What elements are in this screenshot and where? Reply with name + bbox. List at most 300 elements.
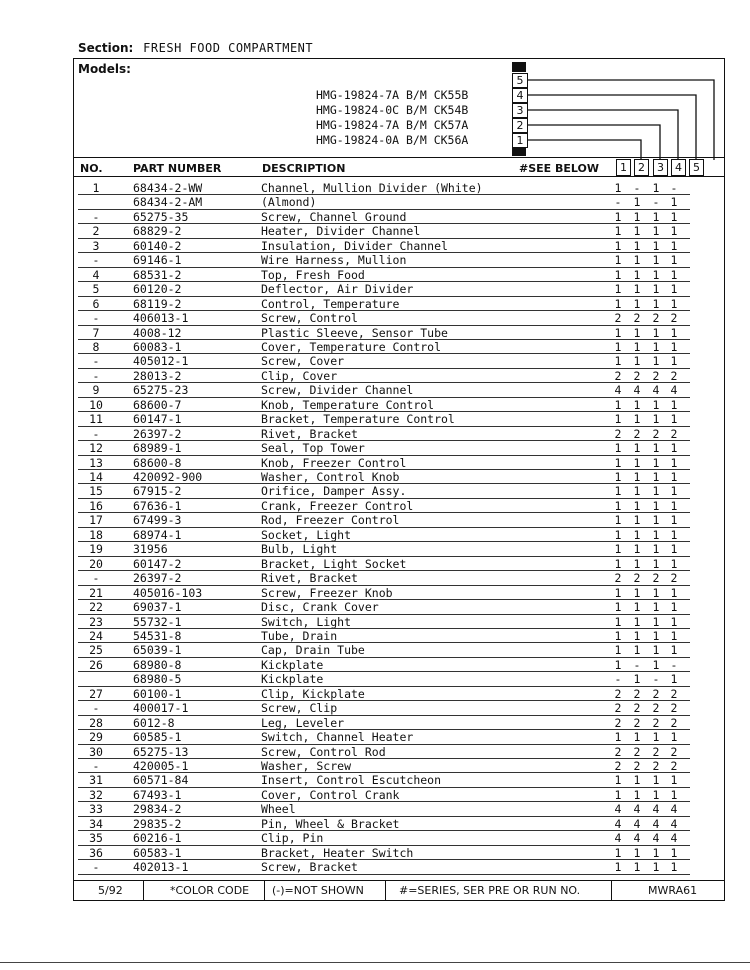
quantity-col-4: 1 [670,585,678,600]
item-number: 14 [89,470,103,484]
item-number: 12 [89,441,103,456]
quantity-col-3: 1 [652,238,660,253]
part-description: Plastic Sleeve, Sensor Tube [261,325,448,340]
quantity-col-4: 1 [670,339,678,354]
quantity-col-4: 2 [670,686,678,701]
quantity-col-4: 1 [670,296,678,311]
quantity-col-3: 1 [652,181,660,195]
quantity-col-1: 1 [614,556,622,571]
quantity-col-4: 1 [670,484,678,499]
part-description: Socket, Light [261,527,352,542]
part-description: (Almond) [261,195,317,210]
quantity-col-1: 1 [614,643,622,658]
table-row [73,629,725,643]
part-number: 60571-84 [133,773,189,788]
quantity-col-3: 2 [652,744,660,759]
item-number: - [92,759,100,773]
quantity-col-1: 1 [614,339,622,354]
quantity-col-2: 1 [633,484,641,499]
quantity-col-3: 2 [652,715,660,730]
part-description: Bracket, Temperature Control [261,412,455,427]
table-row [73,788,725,802]
part-number: 26397-2 [133,571,182,586]
part-number: 65275-23 [133,383,189,398]
item-number: 19 [89,542,103,557]
model-name: HMG-19824-7A B/M CK55B [316,88,469,102]
quantity-col-1: 1 [614,397,622,412]
quantity-col-2: 1 [633,354,641,369]
table-row [73,846,725,860]
quantity-col-1: 2 [614,686,622,701]
quantity-col-2: 1 [633,267,641,282]
quantity-col-4: 1 [670,600,678,615]
quantity-col-1: 4 [614,383,622,398]
part-number: 4008-12 [133,325,182,340]
quantity-col-3: 1 [652,542,660,557]
quantity-col-2: 2 [633,744,641,759]
quantity-col-1: 1 [614,628,622,643]
quantity-col-3: 4 [652,831,660,846]
table-row [73,224,725,238]
quantity-col-1: 1 [614,730,622,745]
quantity-col-4: 1 [670,527,678,542]
item-number: - [92,354,100,369]
table-row [73,354,725,368]
quantity-col-2: 1 [633,441,641,456]
quantity-col-4: 4 [670,816,678,831]
quantity-col-2: 4 [633,802,641,817]
quantity-col-4: 1 [670,325,678,340]
footer-rule [73,880,725,881]
part-number: 406013-1 [133,311,189,326]
quantity-col-2: 1 [633,527,641,542]
quantity-col-1: 2 [614,744,622,759]
table-row [73,513,725,527]
part-description: Seal, Top Tower [261,441,365,456]
quantity-col-2: 1 [633,325,641,340]
footer-date: 5/92 [98,884,123,897]
quantity-col-4: 4 [670,831,678,846]
part-description: Clip, Cover [261,368,338,383]
quantity-col-3: 1 [652,325,660,340]
quantity-col-1: 4 [614,831,622,846]
part-number: 68980-8 [133,657,182,672]
table-row [73,615,725,629]
item-number: 30 [89,744,103,759]
part-description: Insulation, Divider Channel [261,238,448,253]
quantity-col-2: 2 [633,368,641,383]
table-row [73,398,725,412]
quantity-col-3: 1 [652,773,660,788]
part-description: Screw, Clip [261,701,338,716]
quantity-col-1: 1 [614,614,622,629]
quantity-col-1: 1 [614,209,622,224]
quantity-col-3: 4 [652,802,660,817]
quantity-col-4: 1 [670,267,678,282]
quantity-col-3: 1 [652,412,660,427]
item-number: 16 [89,498,103,513]
quantity-col-4: 1 [670,195,678,210]
part-description: Insert, Control Escutcheon [261,773,442,788]
item-number: - [92,571,100,586]
item-number: 15 [89,484,103,499]
quantity-col-3: 1 [652,527,660,542]
quantity-col-1: 4 [614,816,622,831]
model-column-box: 5 [512,73,528,88]
quantity-col-4: 1 [670,773,678,788]
quantity-col-4: 1 [670,238,678,253]
part-description: Screw, Freezer Knob [261,585,393,600]
quantity-col-2: 2 [633,686,641,701]
part-number: 60083-1 [133,339,182,354]
part-description: Bracket, Heater Switch [261,845,414,860]
part-number: 420005-1 [133,759,189,773]
item-number: 8 [92,339,100,354]
item-number: 18 [89,527,103,542]
section-label: Section: [78,41,134,55]
quantity-col-1: 1 [614,787,622,802]
quantity-col-3: 1 [652,470,660,484]
header-no: NO. [80,162,103,175]
quantity-col-1: 1 [614,267,622,282]
footer-divider [611,880,612,901]
item-number: 26 [89,657,103,672]
header-col-3: 3 [653,159,668,176]
item-number: 4 [92,267,100,282]
quantity-col-4: 1 [670,845,678,860]
quantity-col-1: 1 [614,412,622,427]
quantity-col-2: - [633,181,641,195]
quantity-col-1: 2 [614,571,622,586]
quantity-col-1: 2 [614,368,622,383]
part-description: Switch, Light [261,614,352,629]
footer-code: MWRA61 [648,884,698,897]
part-number: 54531-8 [133,628,182,643]
quantity-col-3: 1 [652,657,660,672]
quantity-col-1: 1 [614,513,622,528]
quantity-col-2: 4 [633,816,641,831]
item-number: 33 [89,802,103,817]
part-number: 65275-13 [133,744,189,759]
item-number: 11 [89,412,103,427]
part-description: Bracket, Light Socket [261,556,407,571]
quantity-col-3: 1 [652,498,660,513]
part-number: 26397-2 [133,426,182,441]
part-number: 67636-1 [133,498,182,513]
part-number: 68119-2 [133,296,182,311]
part-description: Screw, Divider Channel [261,383,414,398]
part-description: Knob, Temperature Control [261,397,435,412]
part-number: 60583-1 [133,845,182,860]
part-number: 60100-1 [133,686,182,701]
part-number: 68434-2-WW [133,181,203,195]
quantity-col-4: 2 [670,744,678,759]
header-col-1: 1 [616,159,631,176]
part-description: Bulb, Light [261,542,338,557]
item-number: 7 [92,325,100,340]
quantity-col-1: 2 [614,426,622,441]
quantity-col-2: 1 [633,195,641,210]
part-description: Wheel [261,802,296,817]
model-column-box: 3 [512,103,528,118]
quantity-col-1: 1 [614,325,622,340]
quantity-col-1: 4 [614,802,622,817]
item-number: - [92,426,100,441]
quantity-col-4: 1 [670,282,678,297]
quantity-col-2: 1 [633,397,641,412]
table-row [73,210,725,224]
section-value: FRESH FOOD COMPARTMENT [143,41,314,55]
item-number: 27 [89,686,103,701]
item-number: 9 [92,383,100,398]
quantity-col-2: 1 [633,845,641,860]
header-bottom-rule [73,176,725,177]
quantity-col-2: 1 [633,282,641,297]
part-description: Wire Harness, Mullion [261,253,407,268]
quantity-col-2: 1 [633,672,641,687]
quantity-col-3: 1 [652,339,660,354]
quantity-col-3: 1 [652,397,660,412]
part-number: 402013-1 [133,860,189,875]
header-col-2: 2 [634,159,649,176]
item-number: 23 [89,614,103,629]
quantity-col-2: 2 [633,571,641,586]
part-description: Screw, Control Rod [261,744,386,759]
part-description: Cover, Control Crank [261,787,400,802]
part-number: 68600-7 [133,397,182,412]
quantity-col-4: 1 [670,628,678,643]
quantity-col-1: 2 [614,311,622,326]
item-number: 1 [92,181,100,195]
quantity-col-4: 1 [670,354,678,369]
header-top-rule [73,157,725,158]
quantity-col-4: 2 [670,368,678,383]
quantity-col-2: 1 [633,296,641,311]
quantity-col-4: 1 [670,542,678,557]
part-number: 67493-1 [133,787,182,802]
quantity-col-1: 1 [614,296,622,311]
quantity-col-4: 4 [670,383,678,398]
part-description: Cover, Temperature Control [261,339,442,354]
quantity-col-4: 2 [670,715,678,730]
table-row [73,326,725,340]
item-number: - [92,701,100,716]
part-number: 69146-1 [133,253,182,268]
page-bottom-rule [0,962,750,963]
part-description: Crank, Freezer Control [261,498,414,513]
item-number: 3 [92,238,100,253]
part-number: 68600-8 [133,455,182,470]
item-number: 5 [92,282,100,297]
part-number: 68974-1 [133,527,182,542]
quantity-col-2: - [633,657,641,672]
quantity-col-2: 2 [633,701,641,716]
quantity-col-1: 1 [614,860,622,875]
item-number: 2 [92,224,100,239]
quantity-col-2: 2 [633,759,641,773]
part-description: Deflector, Air Divider [261,282,414,297]
table-row [73,456,725,470]
table-row [73,470,725,484]
item-number: - [92,311,100,326]
quantity-col-2: 1 [633,787,641,802]
model-column-box: 4 [512,88,528,103]
item-number: - [92,209,100,224]
quantity-col-3: - [652,672,660,687]
model-column-box: 2 [512,118,528,133]
quantity-col-3: 2 [652,759,660,773]
item-number: 32 [89,787,103,802]
part-description: Knob, Freezer Control [261,455,407,470]
part-description: Kickplate [261,657,324,672]
part-description: Leg, Leveler [261,715,345,730]
item-number: 28 [89,715,103,730]
item-number: 10 [89,397,103,412]
quantity-col-4: 1 [670,672,678,687]
quantity-col-1: 1 [614,238,622,253]
quantity-col-3: 1 [652,628,660,643]
part-description: Top, Fresh Food [261,267,365,282]
quantity-col-4: 1 [670,860,678,875]
part-description: Washer, Screw [261,759,352,773]
item-number: - [92,253,100,268]
part-number: 29834-2 [133,802,182,817]
quantity-col-4: 2 [670,571,678,586]
quantity-col-1: 1 [614,455,622,470]
footer-divider [264,880,265,901]
quantity-col-1: 1 [614,253,622,268]
part-description: Cap, Drain Tube [261,643,365,658]
part-number: 69037-1 [133,600,182,615]
quantity-col-4: 1 [670,441,678,456]
table-row [73,195,725,209]
part-description: Switch, Channel Heater [261,730,414,745]
quantity-col-1: 2 [614,701,622,716]
item-number: 21 [89,585,103,600]
quantity-col-2: 1 [633,339,641,354]
table-row [73,484,725,498]
quantity-col-2: 1 [633,600,641,615]
quantity-col-2: 1 [633,209,641,224]
part-description: Pin, Wheel & Bracket [261,816,400,831]
quantity-col-3: 1 [652,614,660,629]
quantity-col-2: 1 [633,498,641,513]
quantity-col-1: - [614,195,622,210]
table-row [73,716,725,730]
quantity-col-4: 2 [670,759,678,773]
model-column-box: 1 [512,133,528,148]
part-description: Clip, Kickplate [261,686,365,701]
part-number: 400017-1 [133,701,189,716]
table-row [73,672,725,686]
quantity-col-2: 1 [633,860,641,875]
quantity-col-4: 2 [670,426,678,441]
quantity-col-4: 1 [670,513,678,528]
table-row [73,701,725,715]
quantity-col-1: 1 [614,181,622,195]
quantity-col-4: 1 [670,730,678,745]
quantity-col-4: 1 [670,643,678,658]
quantity-col-1: 1 [614,600,622,615]
part-number: 31956 [133,542,168,557]
table-row [73,297,725,311]
part-number: 68531-2 [133,267,182,282]
part-description: Tube, Drain [261,628,338,643]
quantity-col-2: 1 [633,643,641,658]
header-part-number: PART NUMBER [133,162,222,175]
header-description: DESCRIPTION [262,162,346,175]
quantity-col-3: 4 [652,383,660,398]
quantity-col-1: - [614,672,622,687]
quantity-col-3: 1 [652,860,660,875]
part-description: Screw, Control [261,311,358,326]
quantity-col-2: 4 [633,383,641,398]
table-row [73,268,725,282]
table-row [73,860,725,874]
item-number: 13 [89,455,103,470]
table-row [73,571,725,585]
quantity-col-4: - [670,657,678,672]
quantity-col-4: 2 [670,701,678,716]
table-row [73,181,725,195]
quantity-col-3: 2 [652,311,660,326]
quantity-col-3: 1 [652,845,660,860]
quantity-col-1: 1 [614,470,622,484]
table-row [73,253,725,267]
item-number: 35 [89,831,103,846]
quantity-col-3: 2 [652,701,660,716]
item-number: - [92,860,100,875]
quantity-col-4: 1 [670,253,678,268]
quantity-col-2: 1 [633,614,641,629]
part-description: Heater, Divider Channel [261,224,421,239]
quantity-col-1: 1 [614,282,622,297]
quantity-col-3: 2 [652,686,660,701]
quantity-col-3: 1 [652,441,660,456]
quantity-col-2: 1 [633,513,641,528]
table-row [73,658,725,672]
quantity-col-3: - [652,195,660,210]
quantity-col-2: 1 [633,773,641,788]
part-description: Orifice, Damper Assy. [261,484,407,499]
part-description: Rivet, Bracket [261,426,358,441]
quantity-col-3: 1 [652,282,660,297]
footer-divider [385,880,386,901]
quantity-col-2: 2 [633,426,641,441]
quantity-col-4: 1 [670,787,678,802]
table-row [73,311,725,325]
table-row [73,773,725,787]
quantity-col-3: 2 [652,571,660,586]
quantity-col-2: 1 [633,628,641,643]
header-see-below: #SEE BELOW [519,162,599,175]
quantity-col-1: 1 [614,224,622,239]
item-number: 34 [89,816,103,831]
item-number: 6 [92,296,100,311]
part-number: 67915-2 [133,484,182,499]
table-row [73,600,725,614]
part-description: Washer, Control Knob [261,470,400,484]
quantity-col-4: 1 [670,209,678,224]
quantity-col-3: 1 [652,354,660,369]
quantity-col-4: 1 [670,556,678,571]
quantity-col-2: 1 [633,238,641,253]
quantity-col-1: 1 [614,484,622,499]
part-number: 68434-2-AM [133,195,203,210]
part-number: 60585-1 [133,730,182,745]
quantity-col-4: 4 [670,802,678,817]
part-number: 60140-2 [133,238,182,253]
